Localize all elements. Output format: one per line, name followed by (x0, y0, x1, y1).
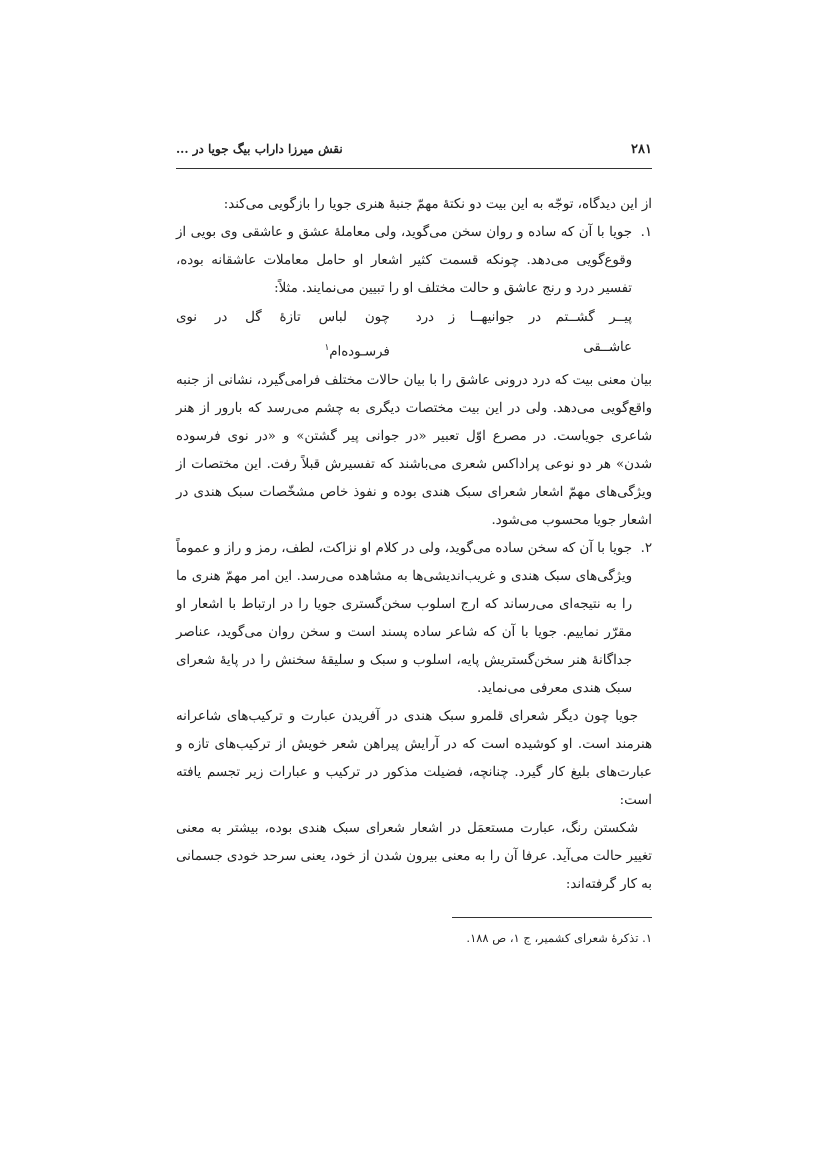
paragraph-compounds: جویا چون دیگر شعرای قلمرو سبک هندی در آفریدن عبارت و ترکیب‌های شاعرانه هنرمند است. او کوشیده است که در آرایش پیراهن شعر خویش از ترکیب‌های تازه و عبارت‌های بلیغ کار گیرد. چنانچه، فضیلت مذکور در ترکیب و عبارات زیر تجسم یافته است: (176, 709, 652, 809)
verse-hemistich-1: پیــر گشــتم در جوانیهــا ز درد عاشــقی (415, 310, 632, 355)
list-number: ۱. (640, 225, 652, 240)
running-title: نقش میرزا داراب بیگ جویا در ... (176, 142, 343, 156)
footnote: ۱. تذکرهٔ شعرای کشمیر، ج ۱، ص ۱۸۸. (466, 931, 652, 946)
main-text (176, 191, 652, 899)
list-item-2 (176, 535, 652, 703)
list-item-text: جویا با آن که سخن ساده می‌گوید، ولی در کلام او نزاکت، لطف، رمز و راز و عموماً ویژگی‌های سبک هندی و غریب‌اندیشی‌ها به مشاهده می‌رسد. این امر مهمّ هنری ما را به نتیجه‌ای می‌رساند که ارج اسلوب سخن‌گستری جویا را در ارتباط با اشعار او مقرّر نماییم. جویا با آن که شاعر ساده پسند است و سخن روان می‌گوید، عناصر جداگانهٔ هنر سخن‌گستریش پایه، اسلوب و سبک و سلیقهٔ سخنش را در پایهٔ شعرای سبک هندی معرفی می‌نماید. (176, 541, 632, 697)
verse (176, 303, 652, 367)
paragraph-shekastan-rang: شکستن رنگ، عبارت مستعمَل در اشعار شعرای سبک هندی بوده، بیشتر به معنی تغییر حالت می‌آید. عرفا آن را به معنی بیرون شدن از خود، یعنی سرحد خودی جسمانی به کار گرفته‌اند: (176, 821, 652, 893)
verse-hemistich-2-wrap (176, 303, 390, 367)
list-item-1 (176, 219, 652, 303)
list-item-text: جویا با آن که ساده و روان سخن می‌گوید، ولی معاملهٔ عشق و عاشقی وی بویی از وقوع‌گویی می‌دهد. چونکه قسمت کثیر اشعار او حامل معاملات عاشقانه بوده، تفسیر درد و رنج عاشق و حالت مختلف او را تبیین می‌نمایند. مثلاً: (176, 225, 632, 296)
intro-paragraph: از این دیدگاه، توجّه به این بیت دو نکتهٔ مهمّ جنبهٔ هنری جویا را بازگویی می‌کند: (223, 197, 652, 212)
book-page (176, 140, 652, 960)
list-number: ۲. (640, 541, 652, 557)
footnote-marker: ۱ (324, 343, 330, 353)
verse-hemistich-2: چون لباس تازهٔ گل در نوی فرسـوده‌ام (176, 310, 390, 360)
page-number: ۲۸۱ (631, 142, 652, 157)
footnote-divider (452, 917, 652, 918)
page-header (176, 140, 652, 169)
verse-explanation-paragraph: بیان معنی بیت که درد درونی عاشق را با بیان حالات مختلف فرامی‌گیرد، نشانی از جنبه واقع‌گویی می‌دهد. ولی در این بیت مختصات دیگری به چشم می‌رسد که بارور از هنر شاعری جویاست. در مصرع اوّل تعبیر «در جوانی پیر گشتن» و «در نوی فرسوده شدن» هر دو نوعی پراداکس شعری می‌باشند که تفسیرش قبلاً رفت. این مختصات از ویژگی‌های مهمّ اشعار شعرای سبک هندی بوده و نفوذ خاص مشخّصات سبک هندی در اشعار جویا محسوب می‌شود. (176, 373, 652, 529)
